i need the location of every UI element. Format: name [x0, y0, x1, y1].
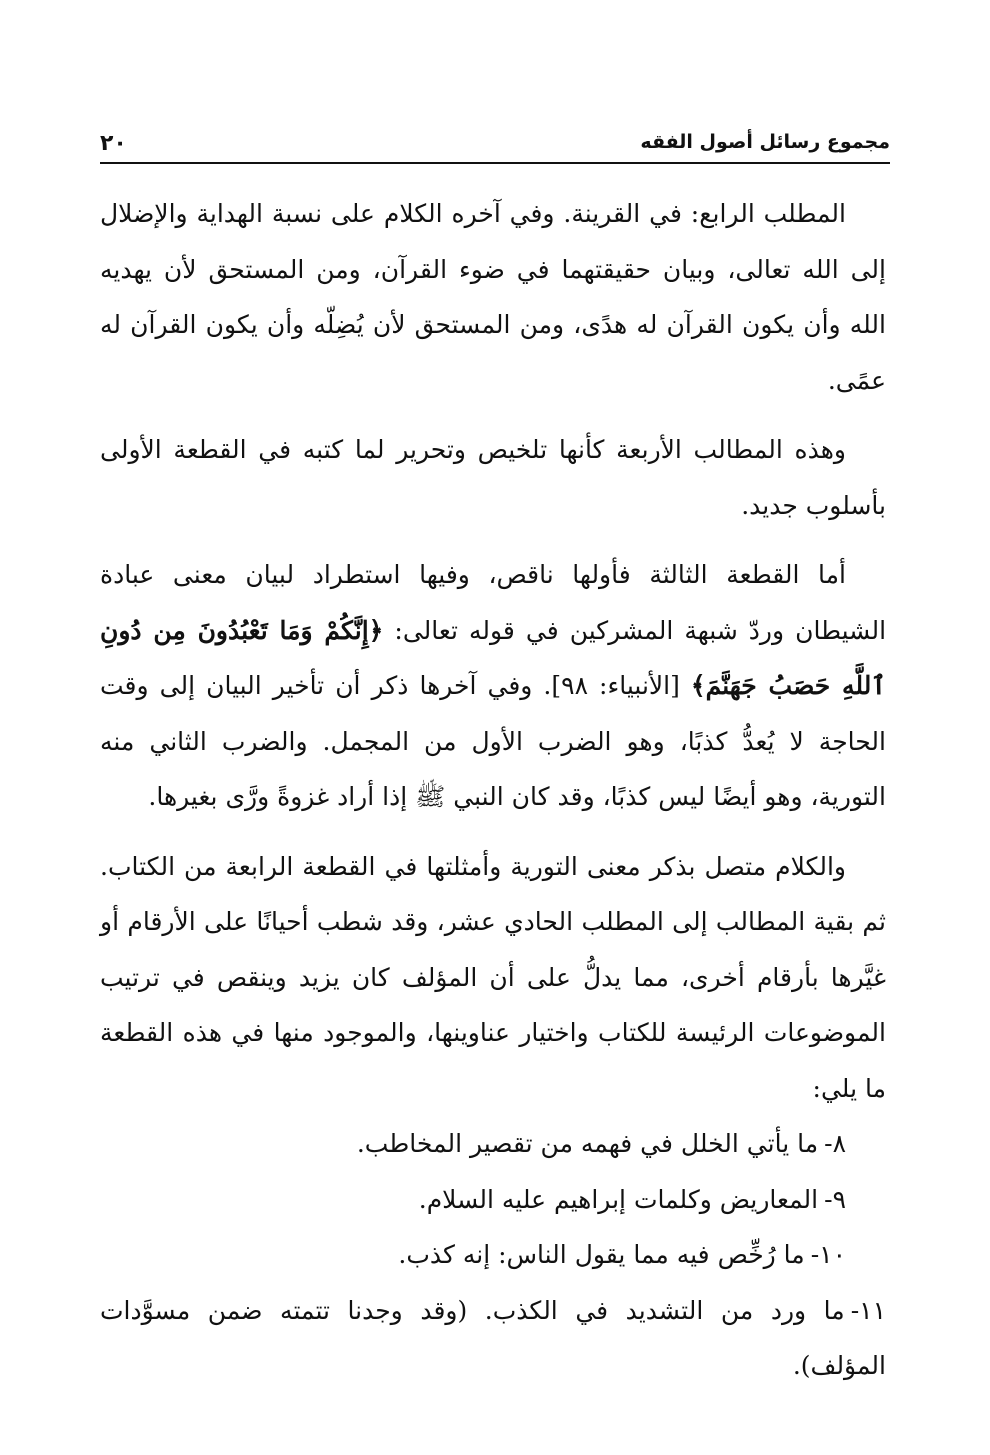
- paragraph-4: والكلام متصل بذكر معنى التورية وأمثلتها في القطعة الرابعة من الكتاب. ثم بقية المطالب إلى المطلب الحادي عشر، وقد شطب أحيانًا على الأرقام أو غيَّرها بأرقام أخرى، مما يدلُّ على أن المؤلف كان يزيد وينقص في ترتيب الموضوعات الرئيسة للكتاب واختيار عناوينها، والموجود منها في هذه القطعة ما يلي:: [100, 851, 886, 1103]
- list-item-number: ٨-: [824, 1129, 846, 1158]
- verse-reference: [الأنبياء: ٩٨]: [551, 671, 680, 700]
- list-item: [100, 1283, 886, 1394]
- paragraph-1: المطلب الرابع: في القرينة. وفي آخره الكلام على نسبة الهداية والإضلال إلى الله تعالى، وبيان حقيقتهما في ضوء القرآن، ومن المستحق لأن يهديه الله وأن يكون القرآن له هدًى، ومن المستحق لأن يُضِلّه وأن يكون القرآن له عمًى.: [100, 199, 886, 395]
- list-item-text: ما يأتي الخلل في فهمه من تقصير المخاطب.: [356, 1129, 819, 1158]
- running-header: [100, 128, 890, 164]
- list-item-text: المعاريض وكلمات إبراهيم عليه السلام.: [418, 1184, 819, 1214]
- list-item: [100, 1172, 886, 1228]
- list-item-number: ١١-: [850, 1295, 886, 1325]
- list-item: [100, 1227, 886, 1283]
- page-number: ٢٠: [100, 131, 127, 156]
- paragraph-3: [100, 547, 886, 825]
- paragraph-3-rest: . وفي آخرها ذكر أن تأخير البيان إلى وقت الحاجة لا يُعدُّ كذبًا، وهو الضرب الأول من المجمل. والضرب الثاني منه التورية، وهو أيضًا ليس كذبًا، وقد كان النبي ﷺ إذا أراد غزوةً ورَّى بغيرها.: [100, 671, 886, 811]
- page-body: [100, 186, 886, 1394]
- quran-verse: ﴿إِنَّكُمْ وَمَا تَعْبُدُونَ مِن دُونِ ٱللَّهِ حَصَبُ جَهَنَّمَ﴾: [100, 615, 886, 700]
- paragraph-3-intro: أما القطعة الثالثة فأولها ناقص، وفيها استطراد لبيان معنى عبادة الشيطان وردّ شبهة المشركين في قوله تعالى:: [100, 560, 887, 645]
- list-item-number: ٩-: [824, 1184, 846, 1214]
- list-item-text: ما ورد من التشديد في الكذب. (وقد وجدنا تتمته ضمن مسوَّدات المؤلف).: [100, 1295, 886, 1380]
- paragraph-2: وهذه المطالب الأربعة كأنها تلخيص وتحرير لما كتبه في القطعة الأولى بأسلوب جديد.: [100, 435, 886, 520]
- list-item: [100, 1116, 886, 1172]
- topics-list: [100, 1116, 886, 1394]
- book-title: مجموع رسائل أصول الفقه: [640, 131, 890, 153]
- list-item-text: ما رُخِّص فيه مما يقول الناس: إنه كذب.: [398, 1240, 805, 1269]
- list-item-number: ١٠-: [810, 1240, 846, 1269]
